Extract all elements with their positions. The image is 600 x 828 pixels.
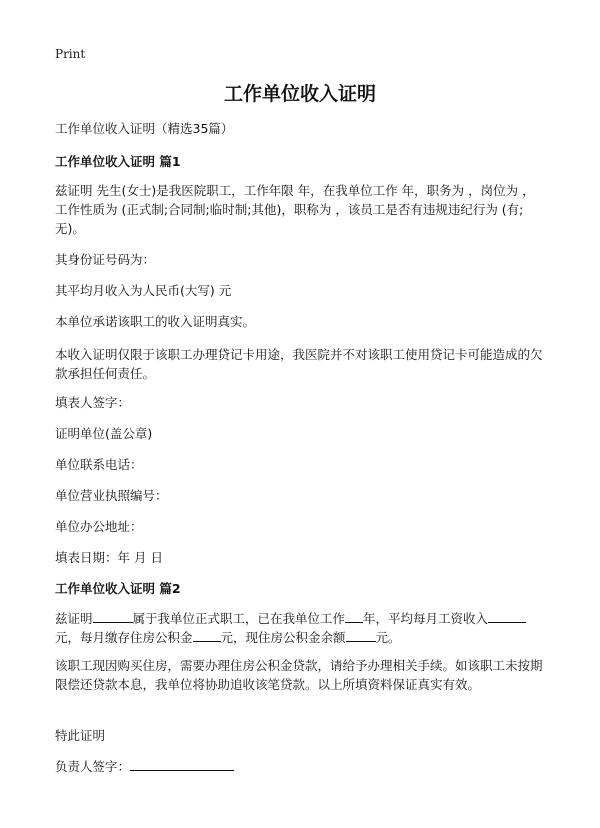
blank-responsible-signature[interactable]	[130, 757, 234, 771]
blank-monthly-salary[interactable]	[488, 609, 526, 623]
section-2-heading: 工作单位收入证明 篇2	[55, 581, 181, 596]
print-label[interactable]: Print	[55, 47, 86, 61]
section-1-monthly-income: 其平均月收入为人民币(大写) 元	[55, 283, 232, 298]
fund-deposit-text: 元，每月缴存住房公积金	[55, 630, 193, 645]
blank-fund-balance[interactable]	[346, 628, 376, 642]
section-2-hereby-certify: 特此证明	[55, 728, 106, 743]
section-1-heading: 工作单位收入证明 篇1	[55, 154, 181, 169]
blank-years[interactable]	[345, 609, 363, 623]
field-business-license: 单位营业执照编号：	[55, 488, 168, 503]
section-2-responsible-signature	[55, 757, 547, 776]
fund-balance-text: 元，现住房公积金余额	[220, 630, 346, 645]
field-office-address: 单位办公地址：	[55, 519, 143, 534]
section-1-id-number: 其身份证号码为：	[55, 252, 156, 267]
field-fill-date: 填表日期：年 月 日	[55, 550, 163, 565]
salary-text: 年，平均每月工资收入	[363, 611, 489, 626]
yuan-text: 元。	[375, 630, 401, 645]
document-title: 工作单位收入证明	[223, 83, 376, 105]
certify-text: 兹证明	[55, 611, 93, 626]
field-filler-signature: 填表人签字：	[55, 395, 131, 410]
section-1-paragraph-1: 兹证明 先生(女士)是我医院职工，工作年限 年，在我单位工作 年，职务为 ，岗位为 ，工作性质为 (正式制;合同制;临时制;其他)，职称为 ，该员工是否有违规违纪行为 (有;无)。	[55, 183, 535, 236]
employment-text: 属于我单位正式职工，已在我单位工作	[132, 611, 346, 626]
section-2-paragraph-1	[55, 609, 547, 647]
section-1-commitment: 本单位承诺该职工的收入证明真实。	[55, 314, 256, 329]
field-unit-phone: 单位联系电话：	[55, 457, 143, 472]
document-subtitle: 工作单位收入证明（精选35篇）	[55, 121, 234, 136]
blank-fund-deposit[interactable]	[193, 628, 221, 642]
blank-employee-name[interactable]	[93, 609, 133, 623]
responsible-signature-label: 负责人签字：	[55, 759, 131, 774]
section-1-usage-note: 本收入证明仅限于该职工办理贷记卡用途，我医院并不对该职工使用贷记卡可能造成的欠款承担任何责任。	[55, 347, 543, 381]
section-2-paragraph-2: 该职工现因购买住房，需要办理住房公积金贷款，请给予办理相关手续。如该职工未按期限偿还贷款本息，我单位将协助追收该笔贷款。以上所填资料保证真实有效。	[55, 658, 543, 692]
field-issuing-unit: 证明单位(盖公章)	[55, 426, 153, 441]
